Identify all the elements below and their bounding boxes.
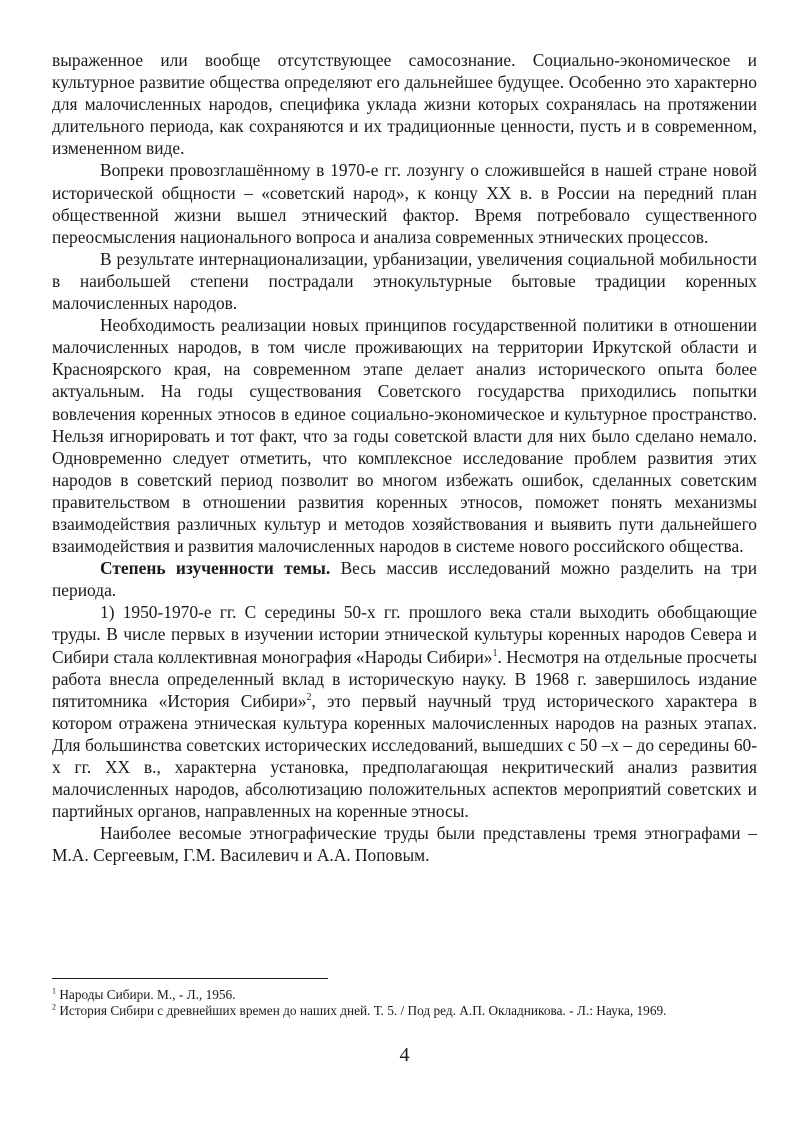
footnote xyxy=(52,987,757,1003)
footnote-ref: 1 xyxy=(492,647,498,659)
paragraph-text: , это первый научный труд исторического характера в котором отражена этническая культура коренных малочисленных народов на разных этапах. Для большинства советских исторических исследований, вышедших с 50 –х – до середины 60-х гг. XX в., характерна установка, предполагающая некритический анализ развития малочисленных народов, абсолютизацию положительных аспектов мероприятий советских и партийных органов, направленных на коренные этносы. xyxy=(52,690,757,822)
document-page xyxy=(52,0,757,1135)
paragraph-text: 1) 1950-1970-е гг. С середины 50-х гг. прошлого века стали выходить обобщающие труды. В числе первых в изучении истории этнической культуры коренных народов Севера и Сибири стала коллективная монография «Народы Сибири» xyxy=(52,602,757,667)
footnote-number: 1 xyxy=(52,986,56,996)
paragraph: Необходимость реализации новых принципов государственной политики в отношении малочисленных народов, в том числе проживающих на территории Иркутской области и Красноярского края, на современном этапе делает анализ исторического опыта более актуальным. На годы существования Советского государства приходились попытки вовлечения коренных этносов в единое социально-экономическое и культурное пространство. Нельзя игнорировать и тот факт, что за годы советской власти для них было сделано немало. Одновременно следует отметить, что комплексное исследование проблем развития этих народов в советский период позволит во многом избежать ошибок, сделанных советским правительством в отношении развития коренных этносов, поможет понять механизмы взаимодействия различных культур и методов хозяйствования и выявить пути дальнейшего взаимодействия и развития малочисленных народов в системе нового российского общества. xyxy=(52,315,757,557)
footnote-ref: 2 xyxy=(306,691,312,703)
footnote xyxy=(52,1003,757,1019)
paragraph: Вопреки провозглашённому в 1970-е гг. лозунгу о сложившейся в нашей стране новой исторической общности – «советский народ», к концу XX в. в России на передний план общественной жизни вышел этнический фактор. Время потребовало существенного переосмысления национального вопроса и анализа современных этнических процессов. xyxy=(52,160,757,247)
footnote-divider xyxy=(52,978,328,979)
paragraph-text: . Несмотря на отдельные просчеты работа внесла определенный вклад в историческую науку. В 1968 г. завершилось издание пятитомника «История Сибири» xyxy=(52,646,757,711)
section-heading: Степень изученности темы. xyxy=(100,558,331,579)
paragraph: Наиболее весомые этнографические труды были представлены тремя этнографами – М.А. Сергеевым, Г.М. Василевич и А.А. Поповым. xyxy=(52,823,757,866)
paragraph-study-degree xyxy=(52,557,757,601)
paragraph-period-1 xyxy=(52,601,757,822)
footnote-text: Народы Сибири. М., - Л., 1956. xyxy=(56,987,236,1002)
footnotes xyxy=(52,987,757,1019)
paragraph: В результате интернационализации, урбанизации, увеличения социальной мобильности в наибольшей степени пострадали этнокультурные бытовые традиции коренных малочисленных народов. xyxy=(52,248,757,314)
paragraph-text: Весь массив исследований можно разделить на три периода. xyxy=(52,558,757,601)
footnote-number: 2 xyxy=(52,1002,56,1012)
paragraph: выраженное или вообще отсутствующее самосознание. Социально-экономическое и культурное развитие общества определяют его дальнейшее будущее. Особенно это характерно для малочисленных народов, специфика уклада жизни которых сохранялась на протяжении длительного периода, как сохраняются и их традиционные ценности, пусть и в современном, измененном виде. xyxy=(52,50,757,159)
body-text xyxy=(52,49,757,866)
footnote-text: История Сибири с древнейших времен до наших дней. Т. 5. / Под ред. А.П. Окладникова. - Л.: Наука, 1969. xyxy=(56,1003,667,1018)
page-number: 4 xyxy=(399,1044,410,1066)
